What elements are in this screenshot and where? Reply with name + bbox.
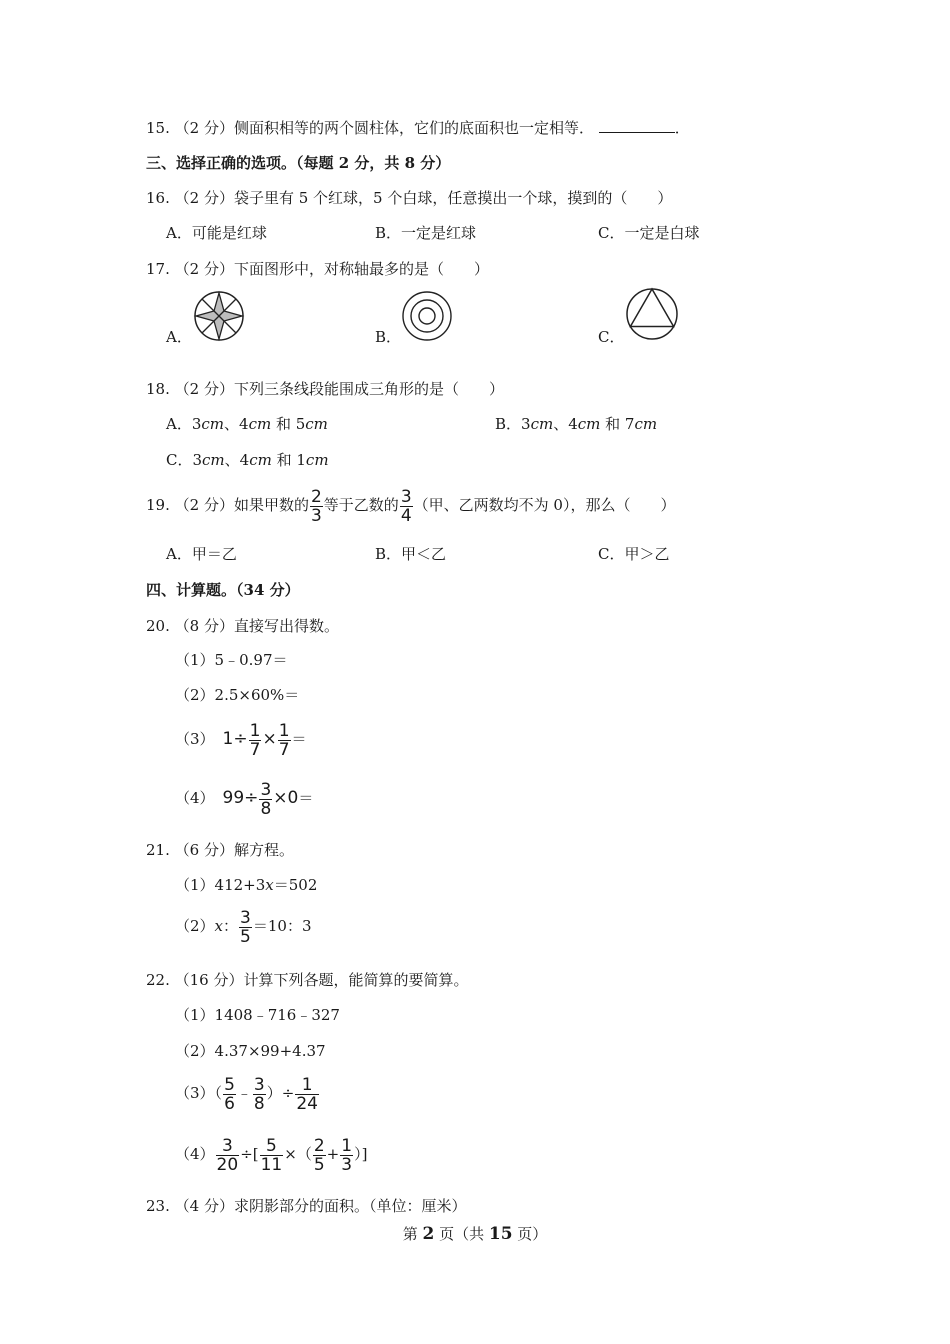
q17-option-c-label[interactable]: C． [598, 328, 625, 346]
footer-pre: 第 [402, 1225, 423, 1243]
denominator: 8 [260, 798, 272, 819]
q22-text: 计算下列各题，能简算的要简算。 [243, 971, 469, 989]
q18-option-b[interactable] [495, 414, 657, 434]
q18-a-label: A．3 [166, 415, 202, 433]
unit: cm [530, 415, 554, 433]
unit: cm [634, 415, 658, 433]
q17-figure-b-concentric-circles-icon [400, 290, 456, 346]
q15-end: ． [674, 119, 690, 137]
numerator: 3 [400, 486, 412, 507]
close-brackets: ）] [354, 1145, 368, 1163]
denominator: 11 [260, 1154, 283, 1175]
q21-text: 解方程。 [233, 841, 294, 859]
plus-sign: + [326, 1145, 340, 1163]
ratio-colon: ： [223, 917, 239, 935]
q21-p1-a: （1）412+3 [175, 876, 266, 894]
q22-part-1: （1）1408﹣716﹣327 [175, 1006, 340, 1024]
numerator: 3 [221, 1135, 233, 1156]
numerator: 2 [310, 486, 322, 507]
q18-option-a[interactable] [166, 414, 328, 434]
q15-answer-blank[interactable] [599, 118, 675, 133]
numerator: 1 [278, 720, 290, 741]
q15-score: （2 分） [174, 119, 234, 137]
q18-c-t1: 、4 [224, 451, 250, 469]
q18-b-t1: 、4 [553, 415, 578, 433]
q22-line [146, 970, 469, 990]
q22-part-3 [175, 1073, 320, 1113]
q16-score: （2 分） [174, 189, 234, 207]
minus-sign: ﹣ [236, 1084, 252, 1102]
unit: cm [248, 415, 272, 433]
q19-fraction-1 [310, 488, 323, 525]
q22-p4-fraction-3 [313, 1137, 326, 1174]
q20-p3-fraction-1 [249, 722, 262, 759]
denominator: 24 [296, 1093, 318, 1114]
q16-option-b[interactable]: B．一定是红球 [375, 224, 477, 242]
denominator: 4 [400, 505, 412, 526]
unit: cm [305, 415, 328, 433]
numerator: 3 [240, 907, 251, 928]
q18-b-t2: 和 7 [600, 415, 635, 433]
numerator: 1 [301, 1074, 313, 1095]
q19-fraction-2 [400, 488, 413, 525]
denominator: 7 [249, 739, 261, 760]
q21-part-2 [175, 906, 312, 946]
footer-post: 页） [512, 1225, 548, 1243]
unit: cm [577, 415, 601, 433]
q16-text: 袋子里有 5 个红球，5 个白球，任意摸出一个球，摸到的（ ） [233, 189, 673, 207]
q18-a-t1: 、4 [224, 415, 249, 433]
q19-text-3: （甲、乙两数均不为 0），那么（ ） [413, 496, 676, 514]
q23-score: （4 分） [174, 1197, 234, 1215]
part-label: （3） [175, 730, 215, 748]
q18-line [146, 379, 504, 399]
q20-line [146, 616, 339, 636]
q17-option-a-label[interactable]: A． [166, 328, 192, 346]
q19-text-1: 如果甲数的 [233, 496, 309, 514]
q16-number: 16. [146, 189, 170, 207]
q20-p4-prefix: 99÷ [222, 788, 259, 808]
variable-x: x [265, 876, 274, 894]
denominator: 3 [310, 505, 322, 526]
footer-mid: 页（共 [434, 1225, 489, 1243]
unit: cm [305, 451, 329, 469]
section-4-heading: 四、计算题。（34 分） [146, 581, 300, 599]
section-3-heading: 三、选择正确的选项。（每题 2 分，共 8 分） [146, 154, 451, 172]
q18-c-label: C．3 [166, 451, 203, 469]
part-label: （2） [175, 917, 215, 935]
q22-p3-fraction-3 [295, 1076, 319, 1113]
q20-p4-suffix: ×0 [273, 788, 299, 808]
q16-line [146, 188, 672, 208]
denominator: 6 [224, 1093, 235, 1114]
q20-score: （8 分） [174, 617, 234, 635]
q15-text: 侧面积相等的两个圆柱体，它们的底面积也一定相等． [233, 119, 594, 137]
q20-p4-fraction [259, 781, 272, 818]
q18-c-t2: 和 1 [271, 451, 306, 469]
numerator: 1 [249, 720, 261, 741]
q18-score: （2 分） [174, 380, 234, 398]
q16-option-a[interactable]: A．可能是红球 [166, 224, 267, 242]
q21-p1-b: ＝502 [273, 876, 318, 894]
q22-part-4 [175, 1134, 367, 1174]
q21-line [146, 840, 294, 860]
q22-part-2: （2）4.37×99+4.37 [175, 1042, 326, 1060]
q19-line [146, 487, 675, 525]
part-label: （3） [175, 1084, 215, 1102]
q21-p2-fraction [239, 909, 252, 946]
q20-part-2: （2）2.5×60%＝ [175, 686, 300, 704]
q20-part-1: （1）5﹣0.97＝ [175, 651, 288, 669]
q21-number: 21. [146, 841, 170, 859]
q15-number: 15. [146, 119, 170, 137]
unit: cm [202, 451, 225, 469]
q17-option-b-label[interactable]: B． [375, 328, 402, 346]
q21-p2-b: ＝10：3 [252, 917, 312, 935]
q20-p3-fraction-2 [278, 722, 291, 759]
denominator: 8 [253, 1093, 265, 1114]
total-pages: 15 [488, 1224, 513, 1244]
q17-figure-a-star-circle-icon [193, 290, 247, 344]
q23-text: 求阴影部分的面积。（单位：厘米） [233, 1197, 467, 1215]
q19-score: （2 分） [174, 496, 234, 514]
q17-score: （2 分） [174, 260, 234, 278]
numerator: 3 [260, 779, 272, 800]
divide-bracket: ÷[ [240, 1145, 259, 1163]
q20-part-3 [175, 719, 307, 759]
equals-sign: ＝ [291, 730, 307, 748]
q17-line [146, 259, 489, 279]
q20-text: 直接写出得数。 [233, 617, 339, 635]
q19-number: 19. [146, 496, 170, 514]
q23-number: 23. [146, 1197, 170, 1215]
numerator: 5 [224, 1074, 235, 1095]
q21-part-1 [175, 875, 317, 895]
q18-option-c[interactable] [166, 450, 329, 470]
q16-option-c[interactable]: C．一定是白球 [598, 224, 700, 242]
q18-b-label: B．3 [495, 415, 531, 433]
unit: cm [249, 451, 272, 469]
q19-text-2: 等于乙数的 [323, 496, 399, 514]
numerator: 5 [266, 1135, 277, 1156]
denominator: 5 [313, 1154, 325, 1175]
numerator: 2 [313, 1135, 325, 1156]
close-paren-divide: ）÷ [266, 1084, 295, 1102]
q22-p4-fraction-2 [260, 1137, 284, 1174]
q18-number: 18. [146, 380, 170, 398]
q22-number: 22. [146, 971, 170, 989]
q22-p4-fraction-1 [216, 1137, 240, 1174]
q21-score: （6 分） [174, 841, 234, 859]
denominator: 5 [240, 926, 251, 947]
current-page-number: 2 [422, 1224, 435, 1244]
denominator: 20 [216, 1154, 239, 1175]
numerator: 1 [341, 1135, 353, 1156]
open-paren: （ [214, 1084, 223, 1102]
page-footer [0, 1224, 950, 1244]
denominator: 3 [341, 1154, 353, 1175]
q20-number: 20. [146, 617, 170, 635]
equals-sign: ＝ [298, 789, 314, 807]
q20-part-4 [175, 778, 313, 818]
q17-number: 17. [146, 260, 170, 278]
q19-option-c[interactable]: C．甲＞乙 [598, 545, 670, 563]
times-paren: ×（ [284, 1145, 312, 1163]
q22-p3-fraction-1 [223, 1076, 236, 1113]
q18-text: 下列三条线段能围成三角形的是（ ） [233, 380, 504, 398]
q17-text: 下面图形中，对称轴最多的是（ ） [233, 260, 489, 278]
part-label: （4） [175, 1145, 215, 1163]
q15-line [146, 118, 690, 138]
q22-score: （16 分） [174, 971, 244, 989]
times-sign: × [262, 729, 277, 749]
unit: cm [201, 415, 225, 433]
q23-line [146, 1196, 466, 1216]
denominator: 7 [278, 739, 290, 760]
q19-option-a[interactable]: A．甲＝乙 [166, 545, 237, 563]
q17-figure-c-triangle-in-circle-icon [624, 287, 680, 343]
q18-a-t2: 和 5 [271, 415, 306, 433]
q22-p4-fraction-4 [340, 1137, 353, 1174]
q20-p3-prefix: 1÷ [222, 729, 248, 749]
variable-x: x [214, 917, 224, 935]
q19-option-b[interactable]: B．甲＜乙 [375, 545, 447, 563]
numerator: 3 [253, 1074, 265, 1095]
part-label: （4） [175, 789, 215, 807]
q22-p3-fraction-2 [253, 1076, 266, 1113]
